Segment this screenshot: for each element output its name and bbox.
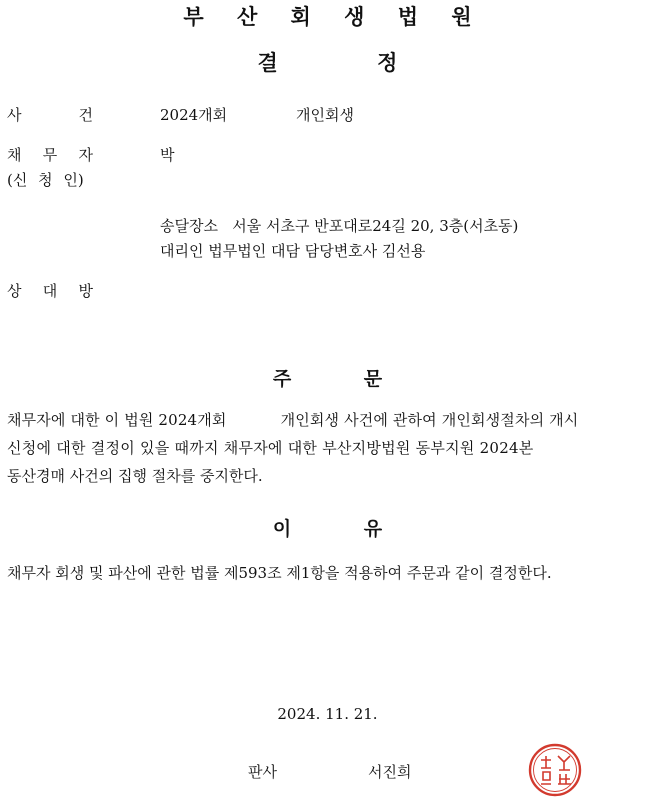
decision-date: 2024. 11. 21. bbox=[277, 705, 378, 723]
debtor-name: 박 bbox=[160, 146, 175, 164]
opponent-label: 상 대 방 bbox=[7, 282, 93, 300]
judge-title: 판사 bbox=[248, 763, 277, 781]
document-type: 결 정 bbox=[257, 51, 398, 75]
agent-info: 대리인 법무법인 대담 담당변호사 김선용 bbox=[160, 242, 426, 260]
order-heading: 주 문 bbox=[272, 368, 383, 390]
judge-seal-stamp bbox=[527, 742, 583, 798]
case-label: 사 건 bbox=[7, 106, 93, 124]
order-line-1: 채무자에 대한 이 법원 2024개회 개인회생 사건에 관하여 개인회생절차의 개시 bbox=[7, 411, 579, 429]
order-text bbox=[7, 406, 649, 490]
applicant-label: (신 청 인) bbox=[7, 171, 84, 189]
order-line-3: 동산경매 사건의 집행 절차를 중지한다. bbox=[7, 467, 263, 485]
debtor-label: 채 무 자 bbox=[7, 146, 93, 164]
order-line-2: 신청에 대한 결정이 있을 때까지 채무자에 대한 부산지방법원 동부지원 2024본 bbox=[7, 439, 534, 457]
service-address-row bbox=[160, 216, 518, 236]
case-type: 개인회생 bbox=[296, 106, 354, 124]
case-number: 2024개회 bbox=[160, 106, 228, 124]
seal-icon bbox=[527, 742, 583, 798]
reason-text: 채무자 회생 및 파산에 관한 법률 제593조 제1항을 적용하여 주문과 같이 결정한다. bbox=[7, 564, 552, 582]
judge-name: 서진희 bbox=[368, 763, 412, 781]
reason-heading: 이 유 bbox=[272, 518, 383, 540]
service-address: 서울 서초구 반포대로24길 20, 3층(서초동) bbox=[232, 217, 519, 235]
court-name: 부 산 회 생 법 원 bbox=[183, 5, 485, 29]
service-label: 송달장소 bbox=[160, 217, 218, 235]
